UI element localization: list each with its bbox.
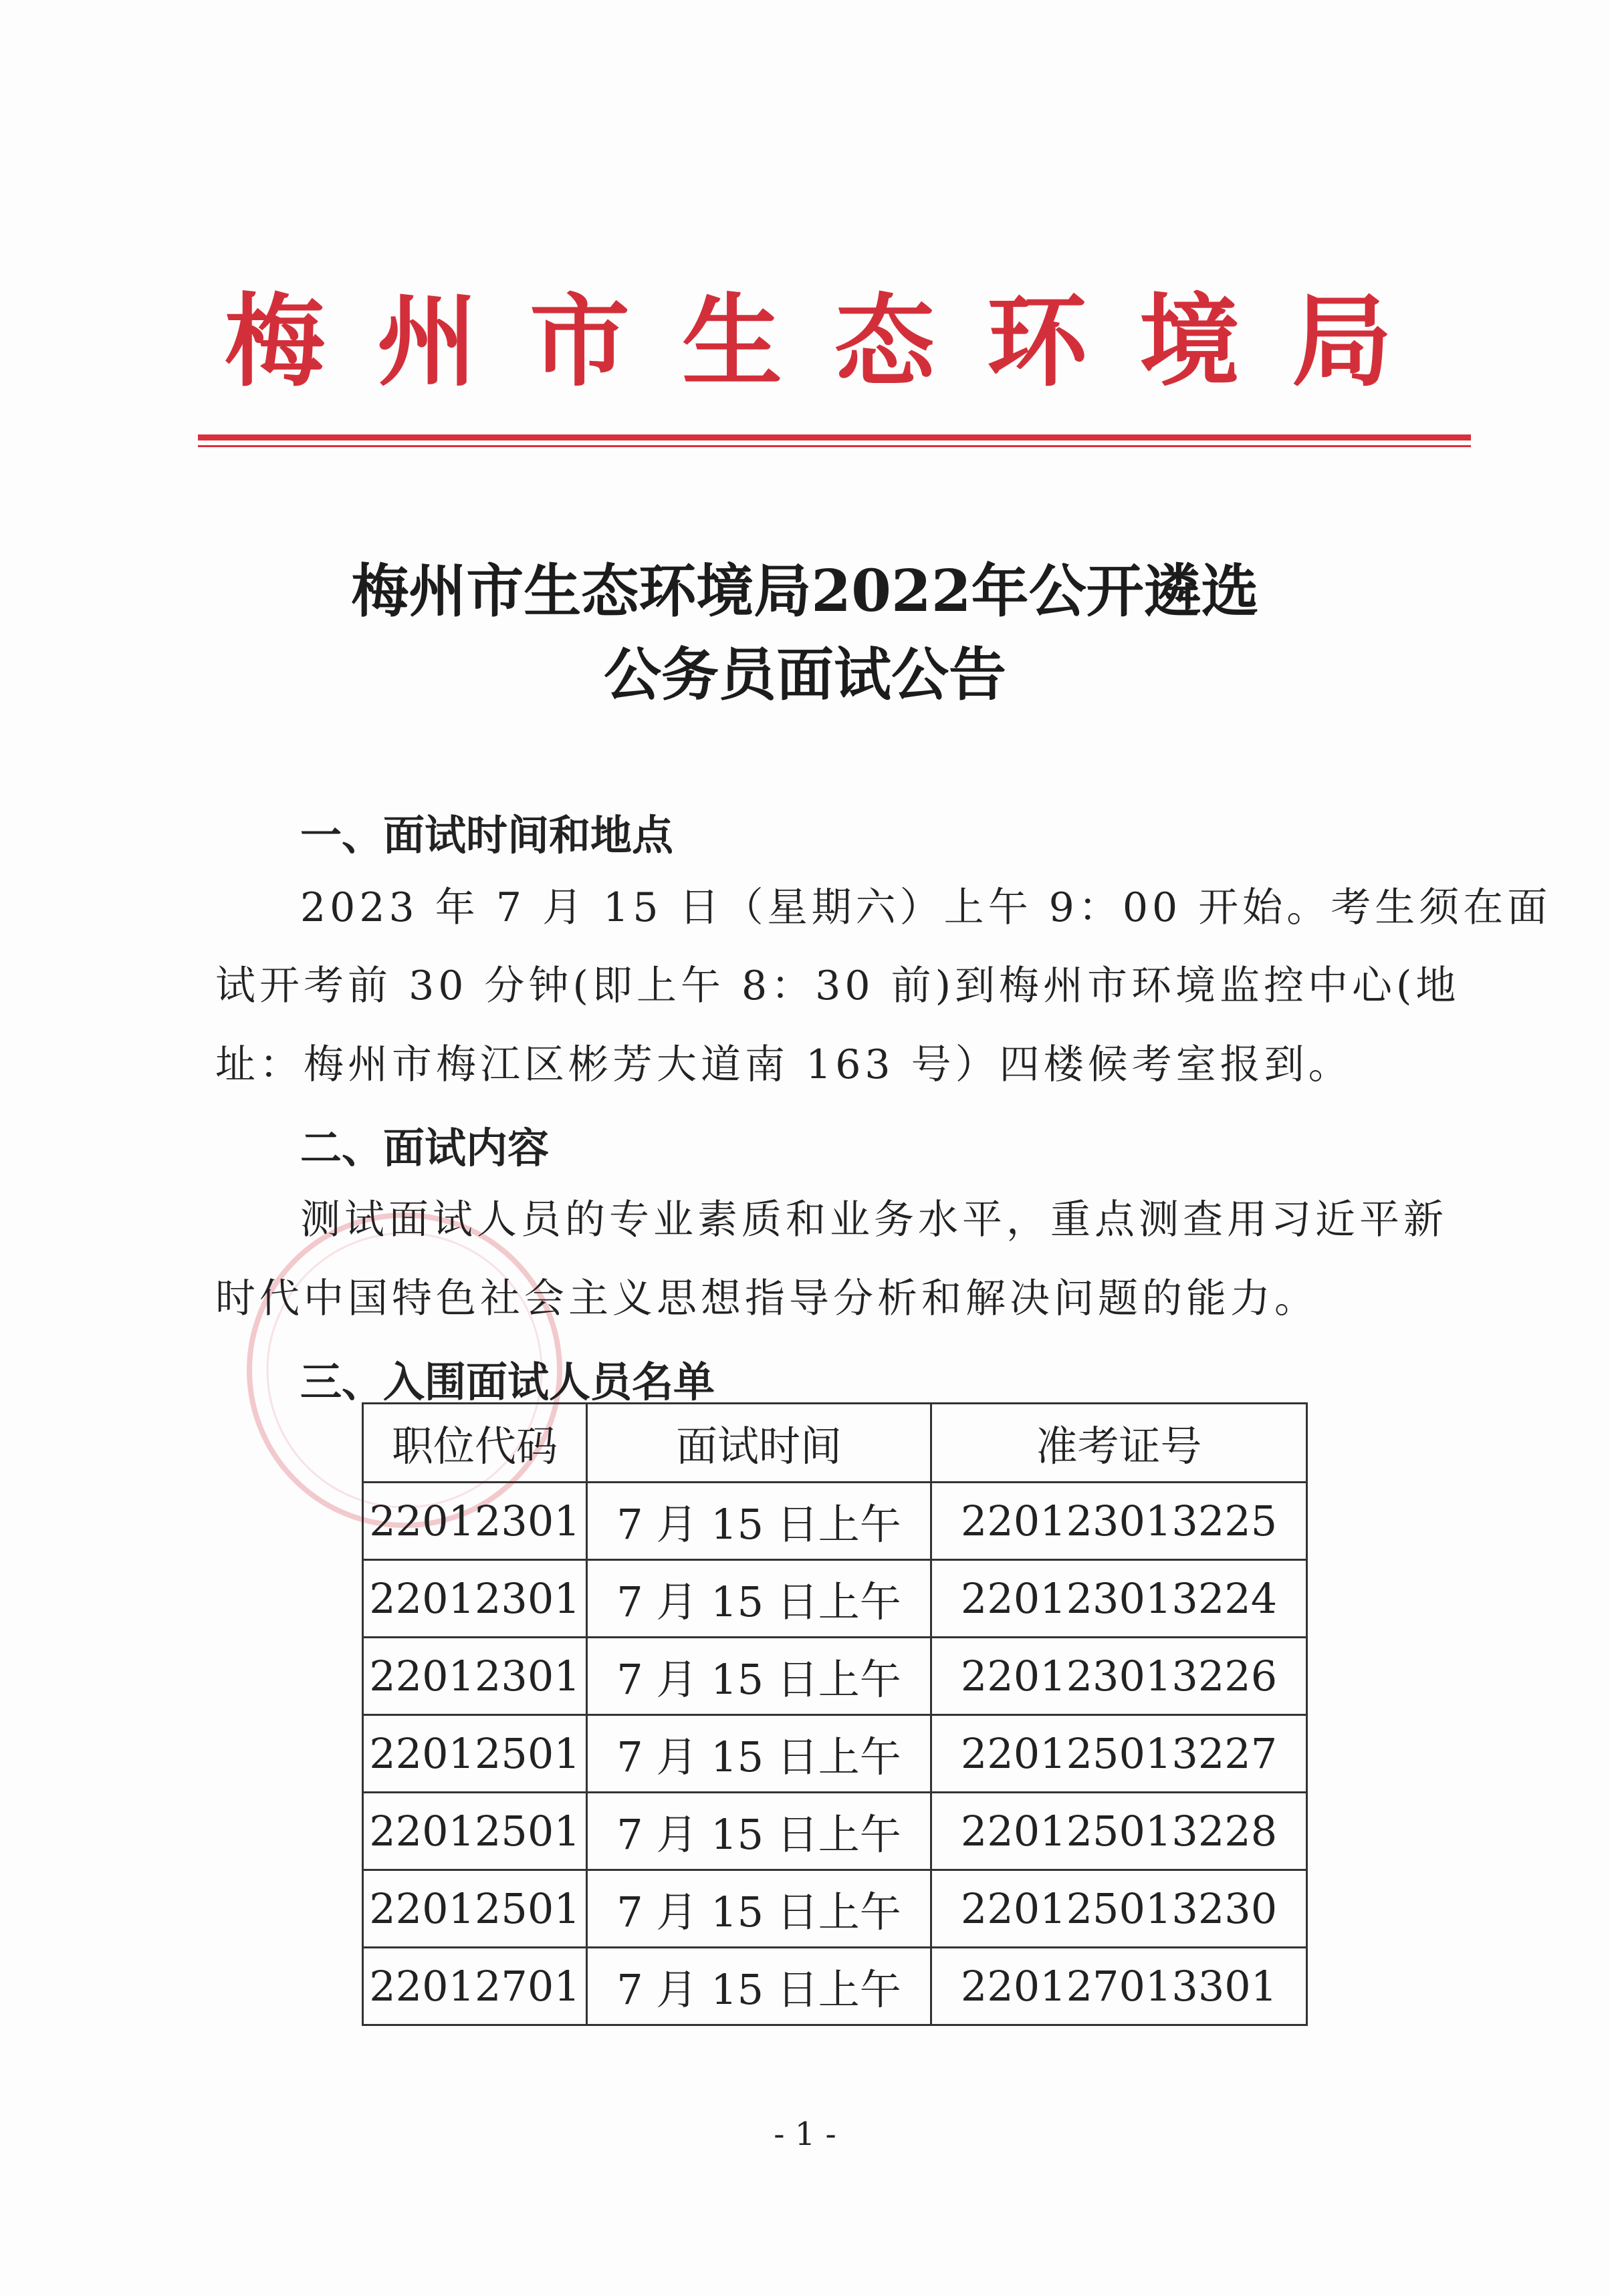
cell-position-code: 22012501	[363, 1870, 587, 1948]
interview-candidates-table	[362, 1402, 1308, 2026]
paragraph-line: 时代中国特色社会主义思想指导分析和解决问题的能力。	[215, 1275, 1318, 1322]
cell-interview-time: 7 月 15 日上午	[587, 1483, 931, 1560]
cell-admission-number: 220123013225	[931, 1483, 1307, 1560]
cell-interview-time: 7 月 15 日上午	[587, 1948, 931, 2025]
cell-position-code: 22012301	[363, 1638, 587, 1715]
cell-admission-number: 220127013301	[931, 1948, 1307, 2025]
cell-position-code: 22012301	[363, 1483, 587, 1560]
paragraph-line: 址：梅州市梅江区彬芳大道南 163 号）四楼候考室报到。	[215, 1041, 1353, 1088]
header-interview-time: 面试时间	[587, 1404, 931, 1483]
cell-admission-number: 220125013228	[931, 1793, 1307, 1870]
table-row	[363, 1793, 1307, 1870]
cell-interview-time: 7 月 15 日上午	[587, 1793, 931, 1870]
section-heading-1: 一、面试时间和地点	[300, 811, 674, 860]
cell-admission-number: 220125013227	[931, 1715, 1307, 1793]
table-header-row	[363, 1404, 1307, 1483]
cell-position-code: 22012701	[363, 1948, 587, 2025]
cell-admission-number: 220123013226	[931, 1638, 1307, 1715]
paragraph-line: 测试面试人员的专业素质和业务水平，重点测查用习近平新	[300, 1196, 1448, 1243]
table-row	[363, 1870, 1307, 1948]
paragraph-line: 2023 年 7 月 15 日（星期六）上午 9：00 开始。考生须在面	[300, 884, 1552, 931]
section-heading-2: 二、面试内容	[300, 1124, 550, 1172]
cell-interview-time: 7 月 15 日上午	[587, 1638, 931, 1715]
document-title-line-2: 公务员面试公告	[604, 641, 1006, 709]
table-row	[363, 1948, 1307, 2025]
cell-interview-time: 7 月 15 日上午	[587, 1870, 931, 1948]
letterhead-agency-name: 梅州市生态环境局	[224, 283, 1444, 400]
cell-admission-number: 220123013224	[931, 1560, 1307, 1638]
header-admission-number: 准考证号	[931, 1404, 1307, 1483]
cell-position-code: 22012301	[363, 1560, 587, 1638]
page-number: - 1 -	[774, 2116, 836, 2153]
cell-position-code: 22012501	[363, 1793, 587, 1870]
cell-interview-time: 7 月 15 日上午	[587, 1715, 931, 1793]
table-row	[363, 1560, 1307, 1638]
cell-position-code: 22012501	[363, 1715, 587, 1793]
letterhead-rule-thin	[198, 445, 1471, 447]
cell-interview-time: 7 月 15 日上午	[587, 1560, 931, 1638]
table-row	[363, 1638, 1307, 1715]
header-position-code: 职位代码	[363, 1404, 587, 1483]
document-title-line-1: 梅州市生态环境局2022年公开遴选	[351, 557, 1259, 625]
letterhead-rule-thick	[198, 434, 1471, 440]
table-row	[363, 1715, 1307, 1793]
paragraph-line: 试开考前 30 分钟(即上午 8：30 前)到梅州市环境监控中心(地	[215, 963, 1460, 1009]
table-row	[363, 1483, 1307, 1560]
cell-admission-number: 220125013230	[931, 1870, 1307, 1948]
section-heading-3: 三、入围面试人员名单	[300, 1358, 715, 1406]
